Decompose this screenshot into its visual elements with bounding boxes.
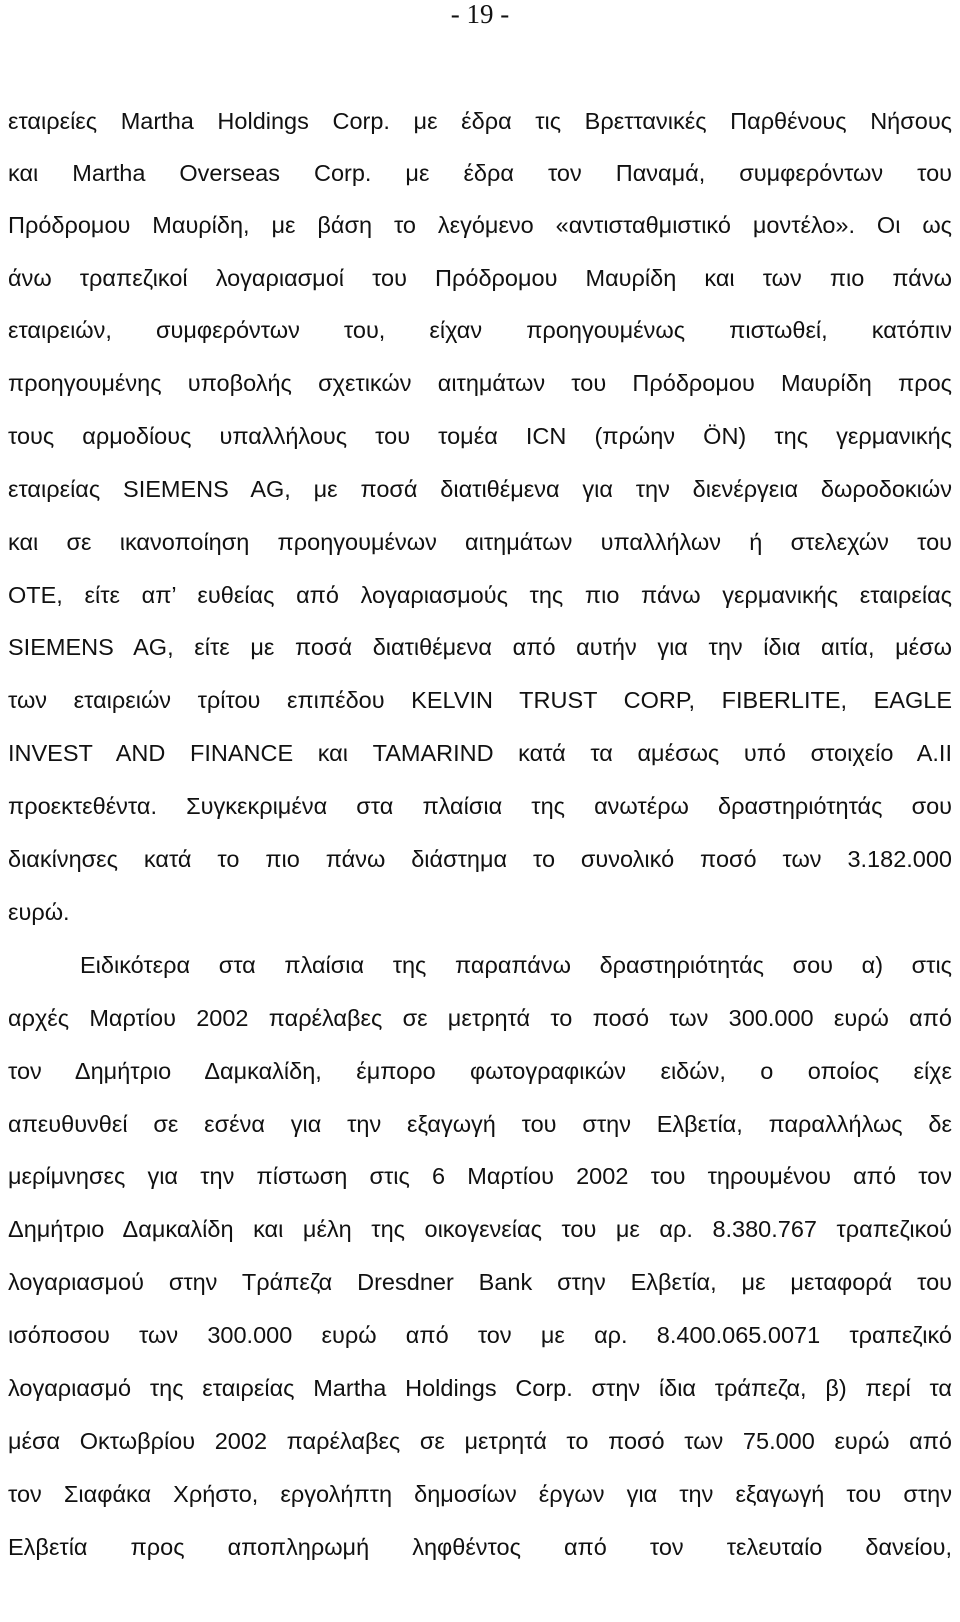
text-line-14: προεκτεθέντα. Συγκεκριμένα στα πλαίσια της ανωτέρω δραστηριότητάς σου [8, 793, 952, 819]
text-line-6: προηγουμένης υποβολής σχετικών αιτημάτων του Πρόδρομου Μαυρίδη προς [8, 370, 952, 396]
text-line-21: μερίμνησες για την πίστωση στις 6 Μαρτίου 2002 του τηρουμένου από τον [8, 1163, 952, 1189]
text-line-12: των εταιρειών τρίτου επιπέδου KELVIN TRUST CORP, FIBERLITE, EAGLE [8, 687, 952, 713]
text-line-11: SIEMENS AG, είτε με ποσά διατιθέμενα από αυτήν για την ίδια αιτία, μέσω [8, 634, 952, 660]
text-line-15: διακίνησες κατά το πιο πάνω διάστημα το συνολικό ποσό των 3.182.000 [8, 846, 952, 872]
text-line-23: λογαριασμού στην Τράπεζα Dresdner Bank στην Ελβετία, με μεταφορά του [8, 1269, 952, 1295]
text-line-1: εταιρείες Martha Holdings Corp. με έδρα τις Βρεττανικές Παρθένους Νήσους [8, 108, 952, 134]
text-line-28: Ελβετία προς αποπληρωμή ληφθέντος από τον τελευταίο δανείου, [8, 1534, 952, 1560]
text-line-7: τους αρμοδίους υπαλλήλους του τομέα ICN (πρώην ÖN) της γερμανικής [8, 423, 952, 449]
text-line-25: λογαριασμό της εταιρείας Martha Holdings Corp. στην ίδια τράπεζα, β) περί τα [8, 1375, 952, 1401]
text-line-5: εταιρειών, συμφερόντων του, είχαν προηγουμένως πιστωθεί, κατόπιν [8, 317, 952, 343]
page-number: - 19 - [450, 0, 510, 29]
text-line-20: απευθυνθεί σε εσένα για την εξαγωγή του στην Ελβετία, παραλλήλως δε [8, 1111, 952, 1137]
text-line-26: μέσα Οκτωβρίου 2002 παρέλαβες σε μετρητά το ποσό των 75.000 ευρώ από [8, 1428, 952, 1454]
text-line-4: άνω τραπεζικοί λογαριασμοί του Πρόδρομου Μαυρίδη και των πιο πάνω [8, 265, 952, 291]
text-line-9: και σε ικανοποίηση προηγουμένων αιτημάτων υπαλλήλων ή στελεχών του [8, 529, 952, 555]
text-line-17: Ειδικότερα στα πλαίσια της παραπάνω δραστηριότητάς σου α) στις [80, 952, 952, 978]
text-line-2: και Martha Overseas Corp. με έδρα τον Παναμά, συμφερόντων του [8, 160, 952, 186]
text-line-19: τον Δημήτριο Δαμκαλίδη, έμπορο φωτογραφικών ειδών, ο οποίος είχε [8, 1058, 952, 1084]
text-line-16: ευρώ. [8, 899, 70, 925]
text-line-18: αρχές Μαρτίου 2002 παρέλαβες σε μετρητά το ποσό των 300.000 ευρώ από [8, 1005, 952, 1031]
text-line-24: ισόποσου των 300.000 ευρώ από τον με αρ. 8.400.065.0071 τραπεζικό [8, 1322, 952, 1348]
text-line-10: ΟΤΕ, είτε απ’ ευθείας από λογαριασμούς της πιο πάνω γερμανικής εταιρείας [8, 582, 952, 608]
text-line-13: INVEST AND FINANCE και TAMARIND κατά τα αμέσως υπό στοιχείο Α.ΙΙ [8, 740, 952, 766]
text-line-8: εταιρείας SIEMENS AG, με ποσά διατιθέμενα για την διενέργεια δωροδοκιών [8, 476, 952, 502]
text-line-27: τον Σιαφάκα Χρήστο, εργολήπτη δημοσίων έργων για την εξαγωγή του στην [8, 1481, 952, 1507]
text-line-3: Πρόδρομου Μαυρίδη, με βάση το λεγόμενο «αντισταθμιστικό μοντέλο». Οι ως [8, 212, 952, 238]
text-line-22: Δημήτριο Δαμκαλίδη και μέλη της οικογενείας του με αρ. 8.380.767 τραπεζικού [8, 1216, 952, 1242]
